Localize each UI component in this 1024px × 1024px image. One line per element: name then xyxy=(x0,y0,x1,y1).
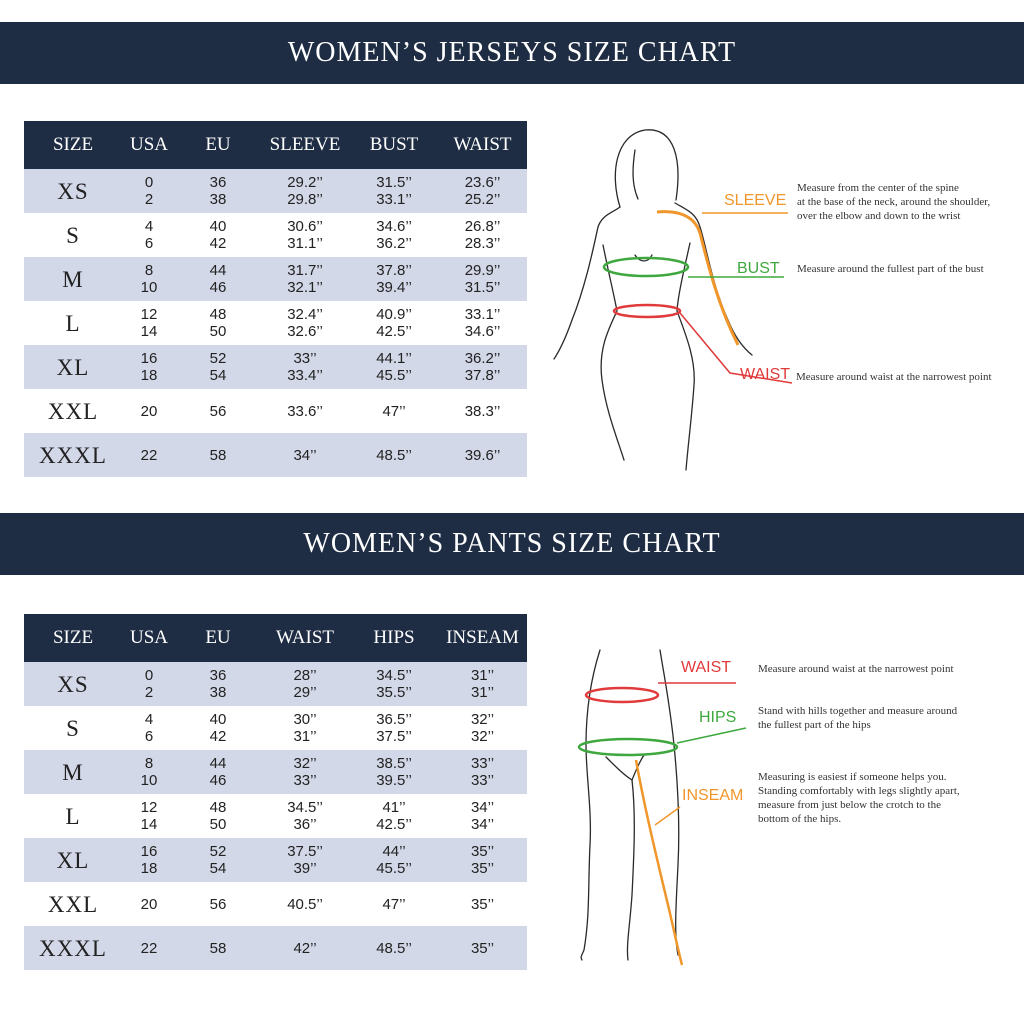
cell-usa xyxy=(122,213,176,257)
cell-m2 xyxy=(350,882,438,926)
cell-usa xyxy=(122,345,176,389)
cell-value: 18 xyxy=(140,367,158,384)
cell-value: 30’’ xyxy=(293,711,317,728)
cell-value: 0 xyxy=(144,174,154,191)
cell-usa xyxy=(122,169,176,213)
cell-value: 26.8’’ xyxy=(464,218,501,235)
cell-m3 xyxy=(438,433,527,477)
cell-m1 xyxy=(260,213,350,257)
cell-value: 48 xyxy=(209,799,227,816)
cell-m3 xyxy=(438,345,527,389)
cell-value: 48.5’’ xyxy=(376,446,412,464)
table-row xyxy=(24,926,527,970)
cell-eu xyxy=(176,926,260,970)
cell-m1 xyxy=(260,169,350,213)
cell-m1 xyxy=(260,662,350,706)
cell-usa xyxy=(122,706,176,750)
cell-value: 2 xyxy=(144,684,154,701)
cell-value: 31.1’’ xyxy=(287,235,323,252)
cell-value: 29.8’’ xyxy=(287,191,323,208)
cell-m1 xyxy=(260,926,350,970)
pants-size-table xyxy=(24,614,527,970)
column-header: USA xyxy=(122,614,176,662)
column-header: WAIST xyxy=(438,121,527,169)
cell-value: 40.9’’ xyxy=(376,306,412,323)
column-header: EU xyxy=(176,614,260,662)
size-label: XXL xyxy=(47,398,99,424)
table-row xyxy=(24,794,527,838)
cell-value: 35’’ xyxy=(470,895,495,913)
size-label: S xyxy=(66,222,80,248)
cell-value: 32.6’’ xyxy=(287,323,323,340)
cell-value: 35’’ xyxy=(470,939,495,957)
cell-value: 32.4’’ xyxy=(287,306,323,323)
cell-eu xyxy=(176,345,260,389)
cell-m1 xyxy=(260,345,350,389)
cell-value: 36.2’’ xyxy=(376,235,412,252)
cell-value: 35.5’’ xyxy=(376,684,412,701)
cell-value: 31’’ xyxy=(470,667,495,684)
cell-value: 29’’ xyxy=(293,684,317,701)
size-label: XS xyxy=(24,662,122,706)
cell-value: 37.5’’ xyxy=(287,843,323,860)
cell-value: 29.2’’ xyxy=(287,174,323,191)
cell-m2 xyxy=(350,706,438,750)
sleeve-measure-line xyxy=(657,212,738,345)
cell-value: 31.5’’ xyxy=(464,279,501,296)
cell-m3 xyxy=(438,926,527,970)
cell-m2 xyxy=(350,794,438,838)
table-row xyxy=(24,213,527,257)
size-label: L xyxy=(65,803,81,829)
cell-value: 39.6’’ xyxy=(464,446,501,464)
pants-title: WOMEN’S PANTS SIZE CHART xyxy=(303,528,721,559)
cell-value: 42 xyxy=(209,235,227,252)
cell-m2 xyxy=(350,838,438,882)
cell-value: 29.9’’ xyxy=(464,262,501,279)
cell-eu xyxy=(176,882,260,926)
cell-value: 2 xyxy=(144,191,154,208)
column-header: BUST xyxy=(350,121,438,169)
cell-value: 32’’ xyxy=(470,711,495,728)
hips-description: Stand with hills together and measure around the fullest part of the hips xyxy=(758,705,958,731)
cell-value: 54 xyxy=(209,860,227,877)
size-label: XXL xyxy=(47,891,99,917)
table-row xyxy=(24,257,527,301)
cell-m3 xyxy=(438,213,527,257)
cell-value: 58 xyxy=(209,446,227,464)
column-header: EU xyxy=(176,121,260,169)
cell-value: 36’’ xyxy=(293,816,317,833)
bust-description: Measure around the fullest part of the bust xyxy=(797,263,984,275)
jersey-body-illustration xyxy=(540,115,1024,475)
cell-eu xyxy=(176,169,260,213)
jerseys-size-table xyxy=(24,121,527,477)
cell-value: 44 xyxy=(209,262,227,279)
cell-value: 39.4’’ xyxy=(376,279,412,296)
table-row xyxy=(24,662,527,706)
cell-value: 37.8’’ xyxy=(376,262,412,279)
table-row xyxy=(24,750,527,794)
table-row xyxy=(24,389,527,433)
cell-value: 34.6’’ xyxy=(464,323,501,340)
inseam-leader-line xyxy=(655,807,680,825)
cell-value: 35’’ xyxy=(470,860,495,877)
table-row xyxy=(24,706,527,750)
hips-ring xyxy=(579,739,677,755)
cell-value: 44.1’’ xyxy=(376,350,412,367)
cell-value: 0 xyxy=(144,667,154,684)
pants-waist-label: WAIST xyxy=(681,659,732,676)
cell-value: 33.6’’ xyxy=(287,402,323,420)
cell-value: 35’’ xyxy=(470,843,495,860)
cell-value: 31.7’’ xyxy=(287,262,323,279)
cell-value: 10 xyxy=(140,772,158,789)
cell-m3 xyxy=(438,301,527,345)
cell-value: 34’’ xyxy=(470,799,495,816)
cell-value: 31’’ xyxy=(293,728,317,745)
cell-m1 xyxy=(260,433,350,477)
cell-value: 10 xyxy=(140,279,158,296)
cell-value: 45.5’’ xyxy=(376,367,412,384)
cell-value: 36.5’’ xyxy=(376,711,412,728)
cell-value: 52 xyxy=(209,843,227,860)
cell-value: 16 xyxy=(140,843,158,860)
waist-label: WAIST xyxy=(740,366,791,383)
sleeve-label: SLEEVE xyxy=(724,192,787,209)
cell-value: 40 xyxy=(209,218,227,235)
cell-value: 44 xyxy=(209,755,227,772)
cell-usa xyxy=(122,301,176,345)
cell-value: 6 xyxy=(144,728,154,745)
table-row xyxy=(24,838,527,882)
cell-m2 xyxy=(350,213,438,257)
table-row xyxy=(24,169,527,213)
table-row xyxy=(24,301,527,345)
cell-eu xyxy=(176,257,260,301)
cell-usa xyxy=(122,433,176,477)
cell-m2 xyxy=(350,750,438,794)
waist-measure-ring xyxy=(614,305,680,317)
cell-m2 xyxy=(350,926,438,970)
cell-value: 33.4’’ xyxy=(287,367,323,384)
cell-m2 xyxy=(350,169,438,213)
cell-m3 xyxy=(438,750,527,794)
pants-title-banner xyxy=(0,513,1024,575)
cell-value: 4 xyxy=(144,218,154,235)
cell-value: 38 xyxy=(209,684,227,701)
cell-value: 39.5’’ xyxy=(376,772,412,789)
cell-value: 32.1’’ xyxy=(287,279,323,296)
jerseys-title: WOMEN’S JERSEYS SIZE CHART xyxy=(287,37,737,68)
cell-value: 36 xyxy=(209,667,227,684)
cell-value: 34’’ xyxy=(470,816,495,833)
cell-m2 xyxy=(350,662,438,706)
cell-value: 18 xyxy=(140,860,158,877)
cell-m2 xyxy=(350,301,438,345)
pants-waist-ring xyxy=(586,688,658,702)
cell-eu xyxy=(176,662,260,706)
cell-m2 xyxy=(350,389,438,433)
cell-value: 6 xyxy=(144,235,154,252)
cell-value: 52 xyxy=(209,350,227,367)
cell-eu xyxy=(176,706,260,750)
cell-value: 42.5’’ xyxy=(376,323,412,340)
cell-usa xyxy=(122,882,176,926)
column-header: USA xyxy=(122,121,176,169)
cell-value: 48.5’’ xyxy=(376,939,412,957)
cell-value: 28.3’’ xyxy=(464,235,501,252)
cell-value: 22 xyxy=(140,446,158,464)
hips-leader-line xyxy=(677,728,746,743)
cell-value: 39’’ xyxy=(293,860,317,877)
cell-value: 16 xyxy=(140,350,158,367)
cell-m3 xyxy=(438,169,527,213)
cell-value: 50 xyxy=(209,816,227,833)
cell-usa xyxy=(122,926,176,970)
cell-value: 36.2’’ xyxy=(464,350,501,367)
cell-value: 54 xyxy=(209,367,227,384)
jersey-measurement-guide xyxy=(540,115,1024,475)
cell-usa xyxy=(122,838,176,882)
cell-eu xyxy=(176,389,260,433)
cell-m2 xyxy=(350,257,438,301)
cell-usa xyxy=(122,257,176,301)
column-header: WAIST xyxy=(260,614,350,662)
size-label: XXXL xyxy=(24,433,122,477)
cell-eu xyxy=(176,750,260,794)
table-row xyxy=(24,882,527,926)
cell-value: 34.6’’ xyxy=(376,218,412,235)
cell-m3 xyxy=(438,706,527,750)
cell-value: 12 xyxy=(140,799,158,816)
cell-eu xyxy=(176,794,260,838)
cell-value: 40.5’’ xyxy=(287,895,323,913)
size-label: L xyxy=(65,310,81,336)
table-row xyxy=(24,345,527,389)
cell-value: 33’’ xyxy=(470,772,495,789)
cell-value: 23.6’’ xyxy=(464,174,501,191)
cell-eu xyxy=(176,838,260,882)
cell-value: 8 xyxy=(144,755,154,772)
cell-value: 20 xyxy=(140,402,158,420)
cell-value: 33’’ xyxy=(470,755,495,772)
cell-value: 28’’ xyxy=(293,667,317,684)
cell-m2 xyxy=(350,433,438,477)
cell-value: 31’’ xyxy=(470,684,495,701)
cell-value: 33’’ xyxy=(293,350,317,367)
cell-m3 xyxy=(438,794,527,838)
waist-description: Measure around waist at the narrowest point xyxy=(796,371,992,383)
column-header: SIZE xyxy=(24,614,122,662)
column-header: HIPS xyxy=(350,614,438,662)
cell-value: 42’’ xyxy=(293,939,317,957)
size-label: M xyxy=(24,750,122,794)
size-label: M xyxy=(24,257,122,301)
cell-value: 47’’ xyxy=(382,895,406,913)
cell-m3 xyxy=(438,838,527,882)
inseam-line xyxy=(636,760,682,965)
cell-m1 xyxy=(260,838,350,882)
cell-m1 xyxy=(260,794,350,838)
cell-usa xyxy=(122,794,176,838)
cell-value: 37.5’’ xyxy=(376,728,412,745)
size-label: S xyxy=(66,715,80,741)
cell-value: 44’’ xyxy=(382,843,406,860)
cell-value: 48 xyxy=(209,306,227,323)
size-label: XL xyxy=(24,345,122,389)
cell-usa xyxy=(122,389,176,433)
cell-value: 8 xyxy=(144,262,154,279)
cell-value: 40 xyxy=(209,711,227,728)
cell-value: 50 xyxy=(209,323,227,340)
table-header-row xyxy=(24,121,527,169)
column-header: INSEAM xyxy=(438,614,527,662)
cell-value: 32’’ xyxy=(470,728,495,745)
cell-m1 xyxy=(260,257,350,301)
cell-value: 45.5’’ xyxy=(376,860,412,877)
cell-m1 xyxy=(260,301,350,345)
cell-value: 38.5’’ xyxy=(376,755,412,772)
cell-value: 37.8’’ xyxy=(464,367,501,384)
cell-value: 42.5’’ xyxy=(376,816,412,833)
cell-m1 xyxy=(260,706,350,750)
bust-label: BUST xyxy=(737,260,780,277)
cell-value: 32’’ xyxy=(293,755,317,772)
table-row xyxy=(24,433,527,477)
cell-m1 xyxy=(260,750,350,794)
size-label: XL xyxy=(24,838,122,882)
cell-eu xyxy=(176,213,260,257)
cell-value: 20 xyxy=(140,895,158,913)
sleeve-description: Measure from the center of the spine at the base of the neck, around the shoulder, over the elbow and down to the wrist xyxy=(797,182,991,222)
cell-value: 34’’ xyxy=(293,446,317,464)
pants-waist-description: Measure around waist at the narrowest point xyxy=(758,663,954,675)
cell-value: 58 xyxy=(209,939,227,957)
cell-m3 xyxy=(438,257,527,301)
cell-value: 4 xyxy=(144,711,154,728)
inseam-label: INSEAM xyxy=(682,787,744,804)
cell-value: 38 xyxy=(209,191,227,208)
cell-value: 33’’ xyxy=(293,772,317,789)
cell-value: 33.1’’ xyxy=(376,191,412,208)
table-header-row xyxy=(24,614,527,662)
cell-value: 33.1’’ xyxy=(464,306,501,323)
pants-measurement-guide xyxy=(540,635,1024,995)
size-label: XS xyxy=(24,169,122,213)
cell-eu xyxy=(176,301,260,345)
cell-value: 34.5’’ xyxy=(376,667,412,684)
cell-m1 xyxy=(260,389,350,433)
cell-value: 14 xyxy=(140,816,158,833)
cell-m3 xyxy=(438,882,527,926)
cell-value: 46 xyxy=(209,279,227,296)
cell-value: 46 xyxy=(209,772,227,789)
cell-eu xyxy=(176,433,260,477)
cell-value: 36 xyxy=(209,174,227,191)
cell-value: 14 xyxy=(140,323,158,340)
cell-value: 42 xyxy=(209,728,227,745)
cell-value: 56 xyxy=(209,895,227,913)
cell-usa xyxy=(122,662,176,706)
cell-value: 38.3’’ xyxy=(464,402,501,420)
cell-value: 30.6’’ xyxy=(287,218,323,235)
cell-m3 xyxy=(438,389,527,433)
column-header: SLEEVE xyxy=(260,121,350,169)
cell-value: 41’’ xyxy=(382,799,406,816)
cell-value: 31.5’’ xyxy=(376,174,412,191)
column-header: SIZE xyxy=(24,121,122,169)
cell-value: 22 xyxy=(140,939,158,957)
hips-label: HIPS xyxy=(699,709,737,726)
cell-m1 xyxy=(260,882,350,926)
size-label: XXXL xyxy=(24,926,122,970)
cell-usa xyxy=(122,750,176,794)
cell-m2 xyxy=(350,345,438,389)
cell-value: 34.5’’ xyxy=(287,799,323,816)
cell-value: 12 xyxy=(140,306,158,323)
jerseys-title-banner xyxy=(0,22,1024,84)
cell-m3 xyxy=(438,662,527,706)
cell-value: 47’’ xyxy=(382,402,406,420)
cell-value: 56 xyxy=(209,402,227,420)
inseam-description: Measuring is easiest if someone helps you. Standing comfortably with legs slightly apart, measure from just below the crotch to the bottom of the hips. xyxy=(758,771,960,825)
cell-value: 25.2’’ xyxy=(464,191,501,208)
